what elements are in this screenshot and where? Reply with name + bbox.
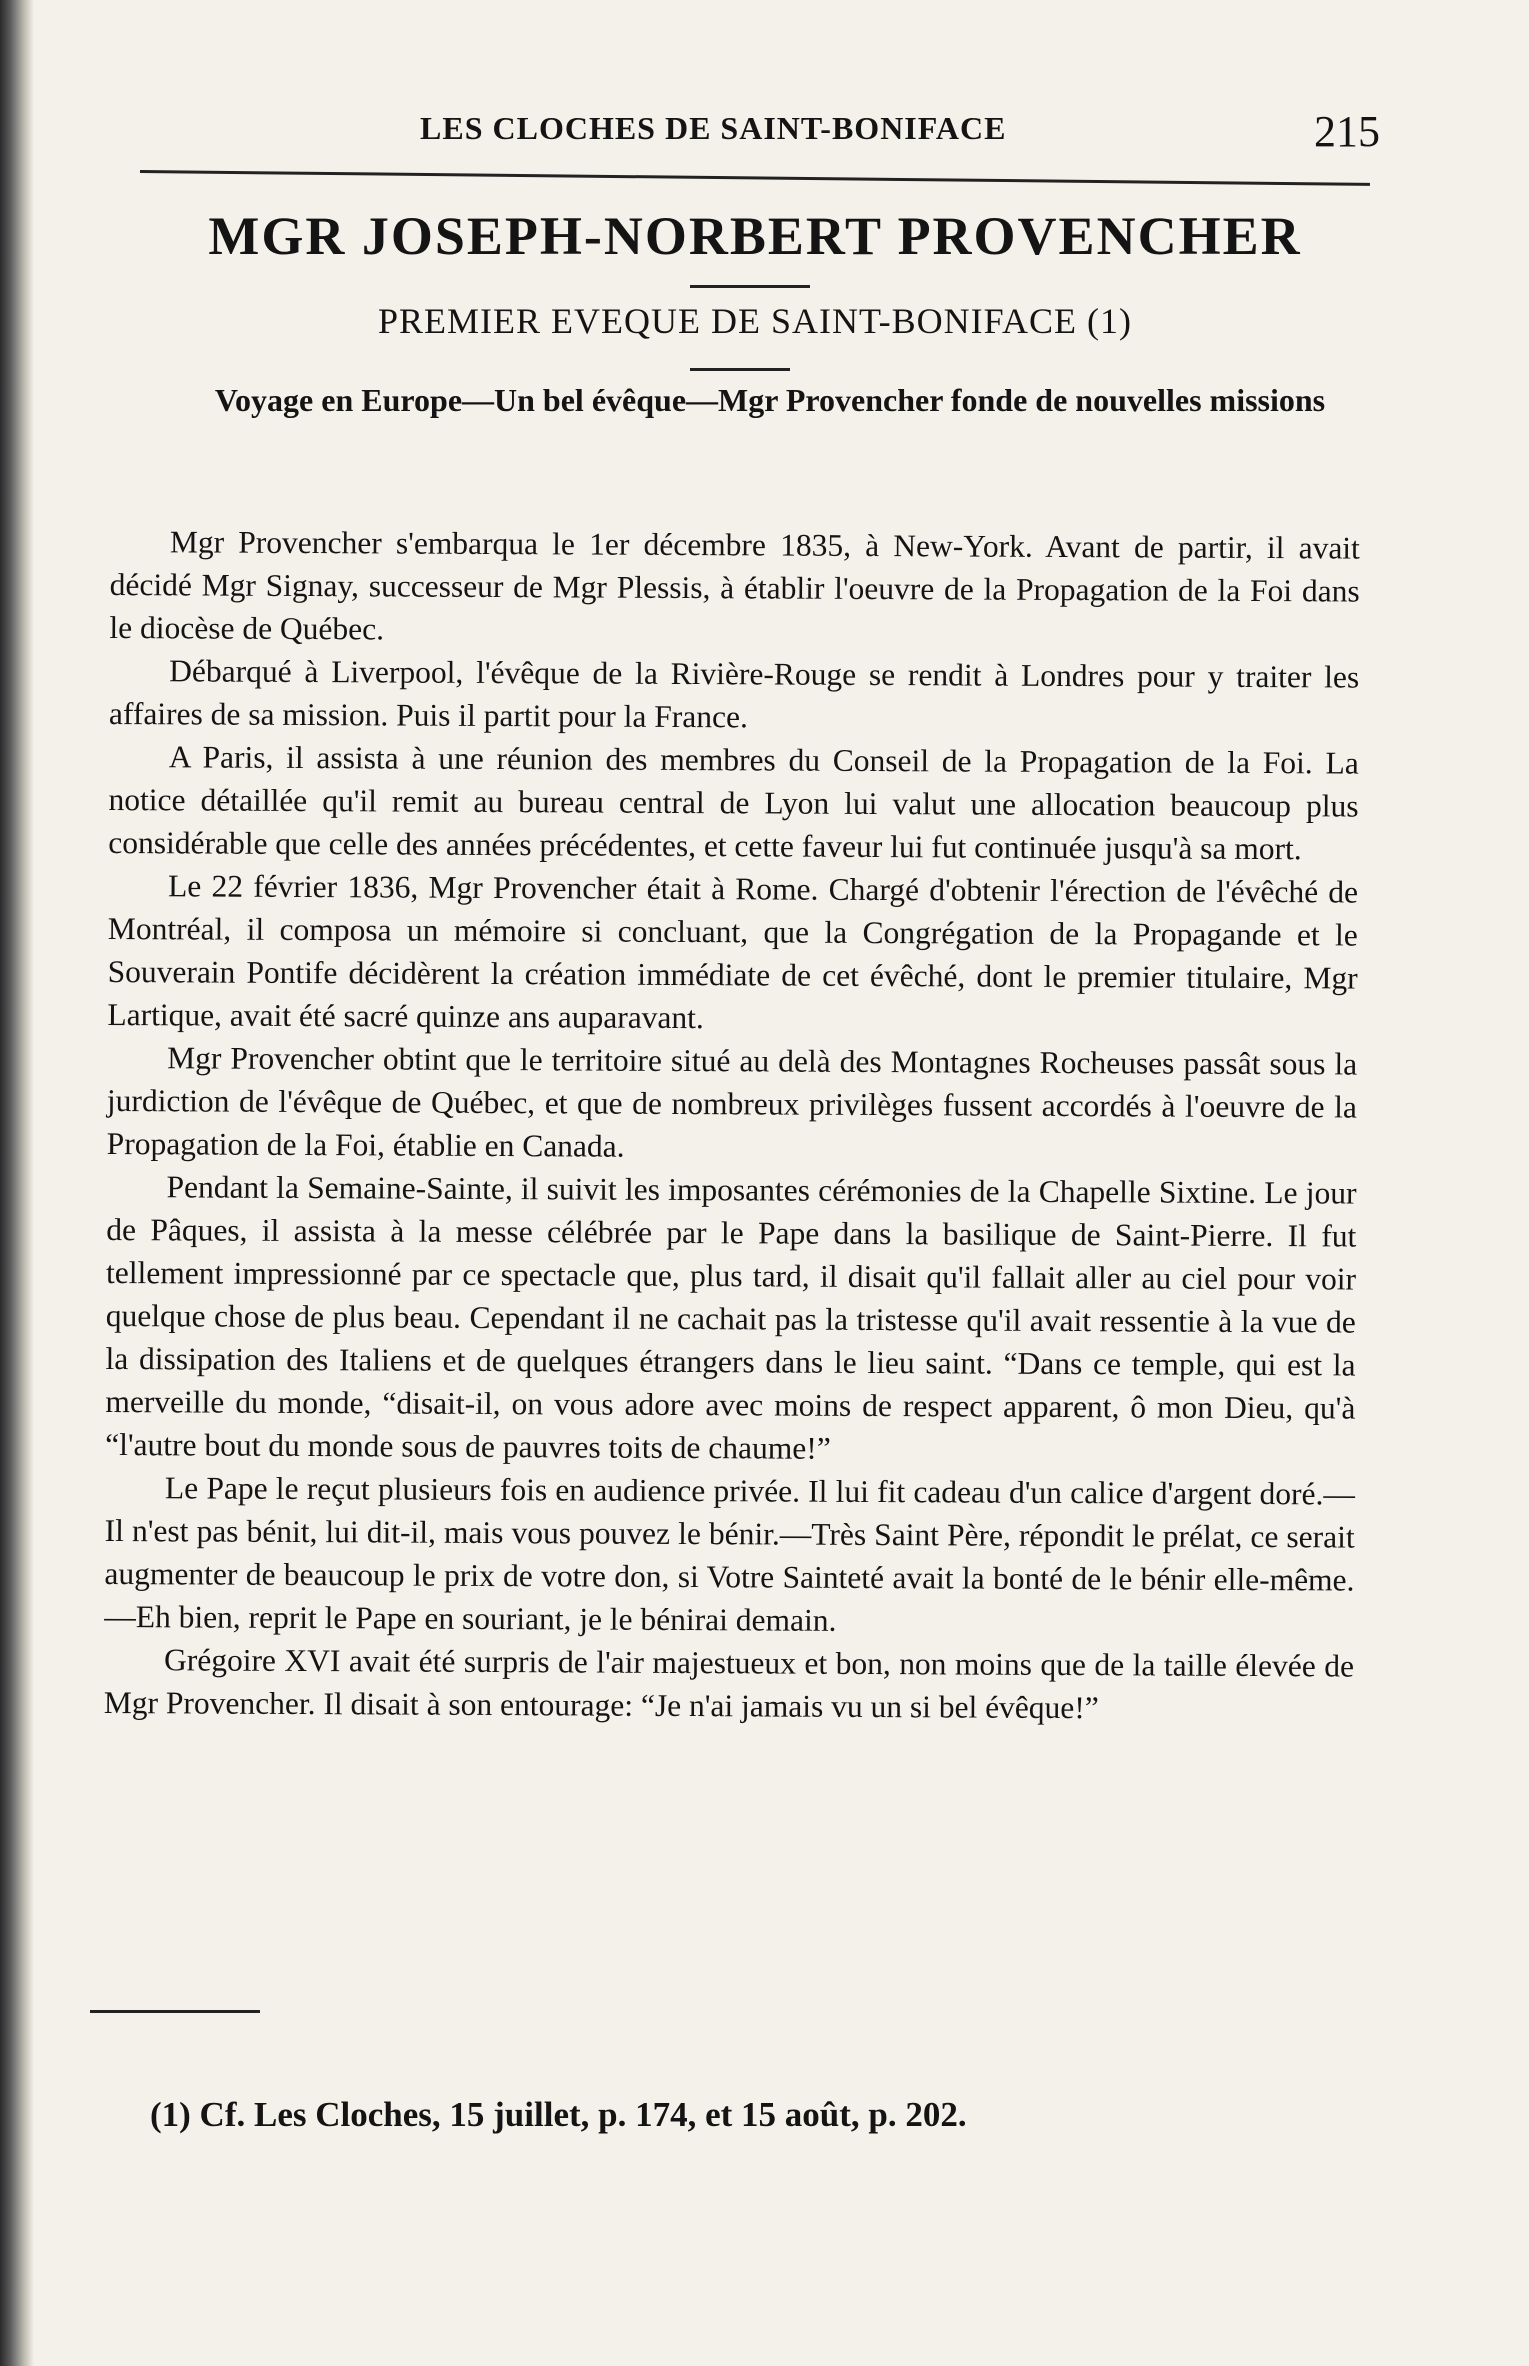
scan-edge-shadow [0,0,34,2366]
paragraph: Le 22 février 1836, Mgr Provencher était à Rome. Chargé d'obtenir l'érection de l'évêché de Montréal, il composa un mémoire si concluant, que la Congrégation de la Propagande et le Souverain Pontife décidèrent la création immédiate de cet évêché, dont le premier titulaire, Mgr Lartique, avait été sacré quinze ans auparavant. [107,868,1359,1036]
article-title: MGR JOSEPH-NORBERT PROVENCHER [208,206,1302,266]
paragraph: A Paris, il assista à une réunion des membres du Conseil de la Propagation de la Foi. La notice détaillée qu'il remit au bureau central de Lyon lui valut une allocation beaucoup plus considérable que celle des années précédentes, et cette faveur lui fut continuée jusqu'à sa mort. [108,739,1359,867]
article-subtitle: PREMIER EVEQUE DE SAINT-BONIFACE (1) [378,301,1132,341]
footnote-rule [90,2010,260,2013]
subtitle-rule [690,368,790,371]
paragraph: Mgr Provencher s'embarqua le 1er décembre 1835, à New-York. Avant de partir, il avait décidé Mgr Signay, successeur de Mgr Plessis, à établir l'oeuvre de la Propagation de la Foi dans le diocèse de Québec. [109,524,1360,647]
article-summary: Voyage en Europe—Un bel évêque—Mgr Provencher fonde de nouvelles missions [214,382,1326,418]
title-rule [690,285,810,288]
paragraph: Mgr Provencher obtint que le territoire situé au delà des Montagnes Rocheuses passât sous la jurdiction de l'évêque de Québec, et que de nombreux privilèges fussent accordés à l'oeuvre de la Propagation de la Foi, établie en Canada. [106,1040,1358,1164]
article-body [104,520,1360,1731]
running-title: LES CLOCHES DE SAINT-BONIFACE [420,110,1007,146]
header-rule [140,170,1370,186]
paragraph: Débarqué à Liverpool, l'évêque de la Rivière-Rouge se rendit à Londres pour y traiter les affaires de sa mission. Puis il partit pour la France. [108,653,1360,735]
running-head [180,107,1380,170]
footnote: (1) Cf. Les Cloches, 15 juillet, p. 174, et 15 août, p. 202. [150,2095,967,2134]
paragraph: Pendant la Semaine-Sainte, il suivit les imposantes cérémonies de la Chapelle Sixtine. Le jour de Pâques, il assista à la messe célébrée par le Pape dans la basilique de Saint-Pierre. Il fut tellement impressionné par ce spectacle que, plus tard, il disait qu'il fallait aller au ciel pour voir quelque chose de plus beau. Cependant il ne cachait pas la tristesse qu'il avait ressentie à la vue de la dissipation des Italiens et de quelques étrangers dans le lieu saint. “Dans ce temple, qui est la merveille du monde, “disait-il, on vous adore avec moins de respect apparent, ô mon Dieu, qu'à “l'autre bout du monde sous de pauvres toits de chaume!” [105,1169,1357,1466]
paragraph: Le Pape le reçut plusieurs fois en audience privée. Il lui fit cadeau d'un calice d'argent doré.—Il n'est pas bénit, lui dit-il, mais vous pouvez le bénir.—Très Saint Père, répondit le prélat, ce serait augmenter de beaucoup le prix de votre don, si Votre Sainteté avait la bonté de le bénir elle-même.—Eh bien, reprit le Pape en souriant, je le bénirai demain. [104,1470,1356,1638]
page-number: 215 [1314,107,1380,156]
paragraph: Grégoire XVI avait été surpris de l'air majestueux et bon, non moins que de la taille élevée de Mgr Provencher. Il disait à son entourage: “Je n'ai jamais vu un si bel évêque!” [103,1642,1355,1726]
